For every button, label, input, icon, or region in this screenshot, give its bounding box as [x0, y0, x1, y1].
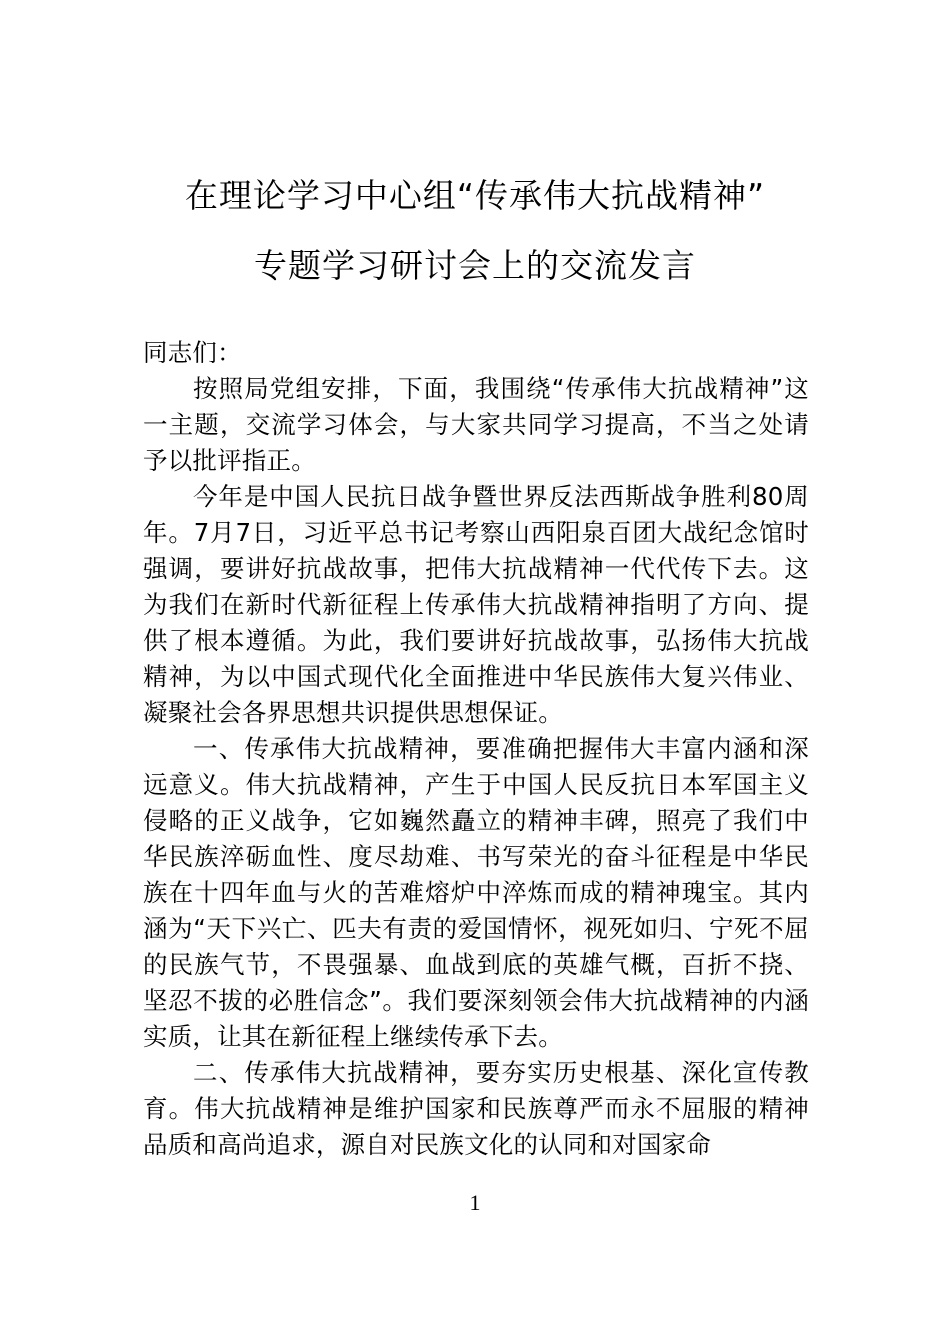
paragraph-section-two: 二、传承伟大抗战精神，要夯实历史根基、深化宣传教育。伟大抗战精神是维护国家和民族尊严而永不屈服的精神品质和高尚追求，源自对民族文化的认同和对国家命 — [143, 1058, 809, 1159]
paragraph-section-one: 一、传承伟大抗战精神，要准确把握伟大丰富内涵和深远意义。伟大抗战精神，产生于中国人民反抗日本军国主义侵略的正义战争，它如巍然矗立的精神丰碑，照亮了我们中华民族淬砺血性、度尽劫难、书写荣光的奋斗征程是中华民族在十四年血与火的苦难熔炉中淬炼而成的精神瑰宝。其内涵为“天下兴亡、匹夫有责的爱国情怀，视死如归、宁死不屈的民族气节，不畏强暴、血战到底的英雄气概，百折不挠、坚忍不拔的必胜信念”。我们要深刻领会伟大抗战精神的内涵实质，让其在新征程上继续传承下去。 — [143, 734, 809, 1051]
paragraph-intro: 按照局党组安排，下面，我围绕“传承伟大抗战精神”这一主题，交流学习体会，与大家共同学习提高，不当之处请予以批评指正。 — [143, 374, 809, 475]
salutation: 同志们： — [143, 338, 242, 367]
page-number: 1 — [469, 1190, 481, 1215]
document-body — [143, 335, 809, 1163]
paragraph-background: 今年是中国人民抗日战争暨世界反法西斯战争胜利80周年。7月7日，习近平总书记考察山西阳泉百团大战纪念馆时强调，要讲好抗战故事，把伟大抗战精神一代代传下去。这为我们在新时代新征程上传承伟大抗战精神指明了方向、提供了根本遵循。为此，我们要讲好抗战故事，弘扬伟大抗战精神，为以中国式现代化全面推进中华民族伟大复兴伟业、凝聚社会各界思想共识提供思想保证。 — [143, 482, 809, 727]
document-title-line-2: 专题学习研讨会上的交流发言 — [254, 246, 696, 285]
document-title-line-1: 在理论学习中心组“传承伟大抗战精神” — [184, 176, 766, 215]
